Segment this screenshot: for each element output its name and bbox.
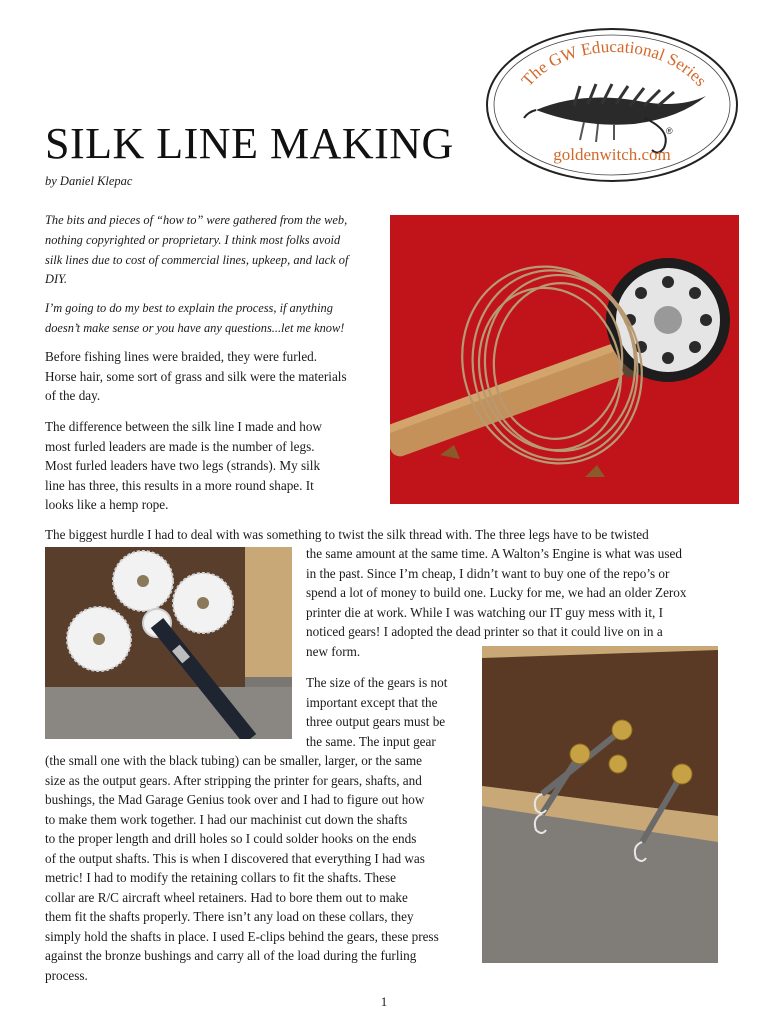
page-title: SILK LINE MAKING bbox=[45, 119, 454, 168]
intro-paragraph-1: The bits and pieces of “how to” were gathered from the web, nothing copyrighted or proprietary. I think most folks avoid silk lines due to cost of commercial lines, upkeep, and lack of DIY. bbox=[45, 213, 349, 287]
goldenwitch-logo bbox=[484, 26, 740, 184]
byline: by Daniel Klepac bbox=[45, 174, 133, 188]
body-paragraph-hurdle-first-line: The biggest hurdle I had to deal with was something to twist the silk thread with. The three legs have to be twisted bbox=[45, 527, 649, 542]
body-paragraph-gear-size: The size of the gears is not important except that the three output gears must be the same. The input gear bbox=[306, 675, 448, 749]
body-paragraph-hurdle-continued: the same amount at the same time. A Walton’s Engine is what was used in the past. Since I’m cheap, I didn’t want to buy one of the repo’s or spend a lot of money to build one. Lucky for me, we had an older Zerox printer die at work. While I was watching our IT guy mess with it, I noticed gears! I adopted the dead printer so that it could live on in a new form. bbox=[306, 546, 687, 659]
logo-url: goldenwitch.com bbox=[553, 145, 671, 164]
photo-gears bbox=[45, 547, 292, 739]
logo-arc-text: The GW Educational Series bbox=[517, 36, 711, 90]
body-paragraph-furled: Before fishing lines were braided, they were furled. Horse hair, some sort of grass and silk were the materials of the day. bbox=[45, 349, 347, 403]
intro-paragraph-2: I’m going to do my best to explain the process, if anything doesn’t make sense or you have any questions...let me know! bbox=[45, 301, 345, 335]
photo-output-shafts-hooks bbox=[482, 646, 718, 963]
page-number: 1 bbox=[380, 994, 388, 1009]
body-paragraph-assembly: (the small one with the black tubing) can be smaller, larger, or the same size as the output gears. After stripping the printer for gears, shafts, and bushings, the Mad Garage Genius took over and I had to figure out how to make them work together. I had our machinist cut down the shafts to the proper length and drill holes so I could solder hooks on the ends of the output shafts. This is when I discovered that everything I had was metric! I had to modify the retaining collars to fit the shafts. These collar are R/C aircraft wheel retainers. Had to bore them out to make them fit the shafts properly. There isn’t any load on these collars, they simply hold the shafts in place. I used E-clips behind the gears, these press against the bronze bushings and carry all of the load during the furling process. bbox=[45, 753, 439, 983]
registered-mark: ® bbox=[666, 126, 673, 136]
photo-silk-line-reel bbox=[390, 215, 739, 504]
body-paragraph-legs: The difference between the silk line I made and how most furled leaders are made is the number of legs. Most furled leaders have two legs (strands). My silk line has three, this results in a more round shape. It looks like a hemp rope. bbox=[45, 419, 322, 512]
